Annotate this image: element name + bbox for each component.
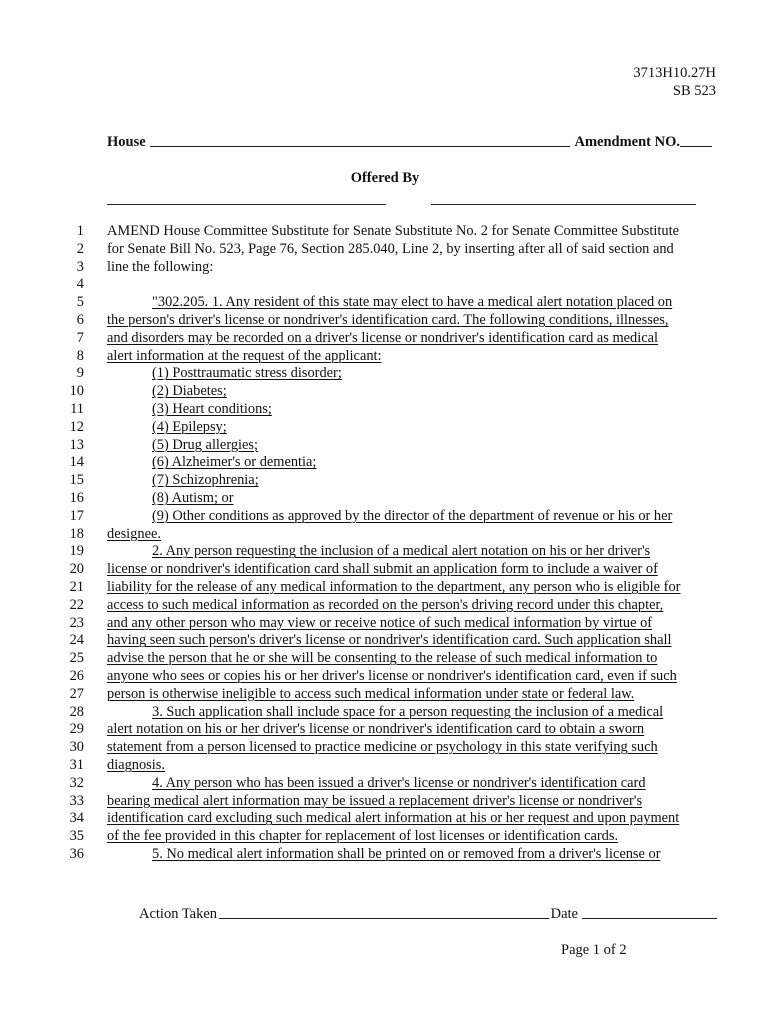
document-line <box>0 241 770 259</box>
line-text: alert information at the request of the applicant: <box>107 347 382 364</box>
line-number: 32 <box>69 774 84 791</box>
line-number: 17 <box>69 507 84 524</box>
line-number: 8 <box>76 347 84 364</box>
document-line <box>0 401 770 419</box>
page-number: Page 1 of 2 <box>561 942 627 958</box>
line-number: 36 <box>69 845 84 862</box>
document-line <box>0 561 770 579</box>
document-line <box>0 668 770 686</box>
line-number: 9 <box>76 365 84 382</box>
line-number: 16 <box>69 489 84 506</box>
line-text: advise the person that he or she will be consenting to the release of such medical information to <box>107 650 658 667</box>
document-line <box>0 597 770 615</box>
line-number: 11 <box>70 400 84 417</box>
house-blank-line <box>150 145 571 147</box>
line-text: (1) Posttraumatic stress disorder; <box>152 365 342 382</box>
action-taken-label: Action Taken <box>139 906 218 922</box>
date-blank-line <box>582 917 717 919</box>
line-number: 29 <box>69 721 84 738</box>
line-number: 19 <box>69 543 84 560</box>
line-number: 34 <box>69 810 84 827</box>
line-number: 15 <box>69 472 84 489</box>
line-number: 35 <box>69 828 84 845</box>
line-text: (8) Autism; or <box>152 489 234 506</box>
bill-number: SB 523 <box>672 83 716 99</box>
line-number: 21 <box>69 578 84 595</box>
line-text: (3) Heart conditions; <box>152 400 272 417</box>
house-label: House <box>107 134 146 150</box>
line-number: 12 <box>69 418 84 435</box>
document-line <box>0 312 770 330</box>
line-text: 5. No medical alert information shall be printed on or removed from a driver's license or <box>152 845 661 862</box>
line-number: 1 <box>76 223 84 239</box>
line-text: alert notation on his or her driver's license or nondriver's identification card to obtain a sworn <box>107 721 645 738</box>
line-number: 23 <box>69 614 84 631</box>
line-text: and any other person who may view or receive notice of such medical information by virtue of <box>107 614 653 631</box>
offered-by-signature-line-right <box>431 204 696 205</box>
line-text: for Senate Bill No. 523, Page 76, Section 285.040, Line 2, by inserting after all of said section and <box>107 240 674 257</box>
document-line <box>0 793 770 811</box>
line-text: having seen such person's driver's license or nondriver's identification card. Such application shall <box>107 632 672 649</box>
line-text: access to such medical information as recorded on the person's driving record under this chapter, <box>107 596 664 613</box>
line-text: the person's driver's license or nondriver's identification card. The following conditions, illnesses, <box>107 311 669 328</box>
line-text: of the fee provided in this chapter for replacement of lost licenses or identification cards. <box>107 828 619 845</box>
line-text: line the following: <box>107 258 214 275</box>
date-label: Date <box>550 906 578 922</box>
line-text: AMEND House Committee Substitute for Senate Substitute No. 2 for Senate Committee Substitute <box>107 223 679 239</box>
document-line <box>0 846 770 864</box>
line-number: 31 <box>69 756 84 773</box>
document-line <box>0 543 770 561</box>
document-line <box>0 365 770 383</box>
document-line <box>0 437 770 455</box>
amendment-text <box>0 223 770 864</box>
house-amendment-row <box>107 134 712 151</box>
line-number: 25 <box>69 650 84 667</box>
document-line <box>0 223 770 241</box>
line-number: 7 <box>76 329 84 346</box>
line-text: 4. Any person who has been issued a driver's license or nondriver's identification card <box>152 774 646 791</box>
line-number: 2 <box>76 240 84 257</box>
document-line <box>0 739 770 757</box>
document-line <box>0 775 770 793</box>
line-text: statement from a person licensed to practice medicine or psychology in this state verifying such <box>107 739 658 756</box>
line-number: 26 <box>69 667 84 684</box>
document-line <box>0 276 770 294</box>
line-number: 10 <box>69 383 84 400</box>
document-line <box>0 454 770 472</box>
action-taken-row <box>139 906 717 923</box>
line-text: designee. <box>107 525 161 542</box>
line-text: (2) Diabetes; <box>152 383 227 400</box>
line-number: 24 <box>69 632 84 649</box>
line-number: 14 <box>69 454 84 471</box>
line-text: (6) Alzheimer's or dementia; <box>152 454 317 471</box>
line-number: 33 <box>69 792 84 809</box>
line-number: 4 <box>76 276 84 293</box>
line-number: 3 <box>76 258 84 275</box>
line-number: 22 <box>69 596 84 613</box>
line-number: 13 <box>69 436 84 453</box>
document-line <box>0 526 770 544</box>
document-line <box>0 686 770 704</box>
action-taken-blank-line <box>219 917 549 919</box>
line-text: identification card excluding such medical alert information at his or her request and upon payment <box>107 810 680 827</box>
line-number: 30 <box>69 739 84 756</box>
line-number: 20 <box>69 561 84 578</box>
document-line <box>0 579 770 597</box>
document-line <box>0 490 770 508</box>
line-number: 27 <box>69 685 84 702</box>
document-line <box>0 828 770 846</box>
doc-id: 3713H10.27H <box>633 65 716 81</box>
document-line <box>0 330 770 348</box>
line-text: and disorders may be recorded on a driver's license or nondriver's identification card as medical <box>107 329 659 346</box>
line-text: 3. Such application shall include space for a person requesting the inclusion of a medical <box>152 703 664 720</box>
document-line <box>0 472 770 490</box>
amendment-label: Amendment NO. <box>574 134 680 150</box>
line-text: (4) Epilepsy; <box>152 418 227 435</box>
line-text: diagnosis. <box>107 756 165 773</box>
line-text: (7) Schizophrenia; <box>152 472 259 489</box>
offered-by-label: Offered By <box>350 170 420 186</box>
document-line <box>0 348 770 366</box>
document-line <box>0 383 770 401</box>
document-line <box>0 757 770 775</box>
offered-by-signature-line-left <box>107 204 386 205</box>
document-line <box>0 259 770 277</box>
line-text: liability for the release of any medical information to the department, any person who is eligible for <box>107 578 681 595</box>
line-number: 18 <box>69 525 84 542</box>
line-number: 28 <box>69 703 84 720</box>
document-line <box>0 294 770 312</box>
line-text: person is otherwise ineligible to access such medical information under state or federal law. <box>107 685 635 702</box>
document-line <box>0 615 770 633</box>
document-line <box>0 419 770 437</box>
line-text: bearing medical alert information may be issued a replacement driver's license or nondriver's <box>107 792 643 809</box>
document-line <box>0 632 770 650</box>
line-number: 5 <box>76 294 84 311</box>
line-text: 2. Any person requesting the inclusion of a medical alert notation on his or her driver's <box>152 543 651 560</box>
line-text: license or nondriver's identification card shall submit an application form to include a waiver of <box>107 561 658 578</box>
line-text: "302.205. 1. Any resident of this state may elect to have a medical alert notation placed on <box>152 294 673 311</box>
line-number: 6 <box>76 311 84 328</box>
document-line <box>0 810 770 828</box>
line-text: (9) Other conditions as approved by the director of the department of revenue or his or her <box>152 507 673 524</box>
line-text: (5) Drug allergies; <box>152 436 259 453</box>
document-line <box>0 650 770 668</box>
line-text: anyone who sees or copies his or her driver's license or nondriver's identification card, even if such <box>107 667 677 684</box>
document-line <box>0 508 770 526</box>
document-line <box>0 704 770 722</box>
amendment-number-blank <box>680 145 712 147</box>
document-identifier <box>633 64 716 100</box>
document-line <box>0 721 770 739</box>
